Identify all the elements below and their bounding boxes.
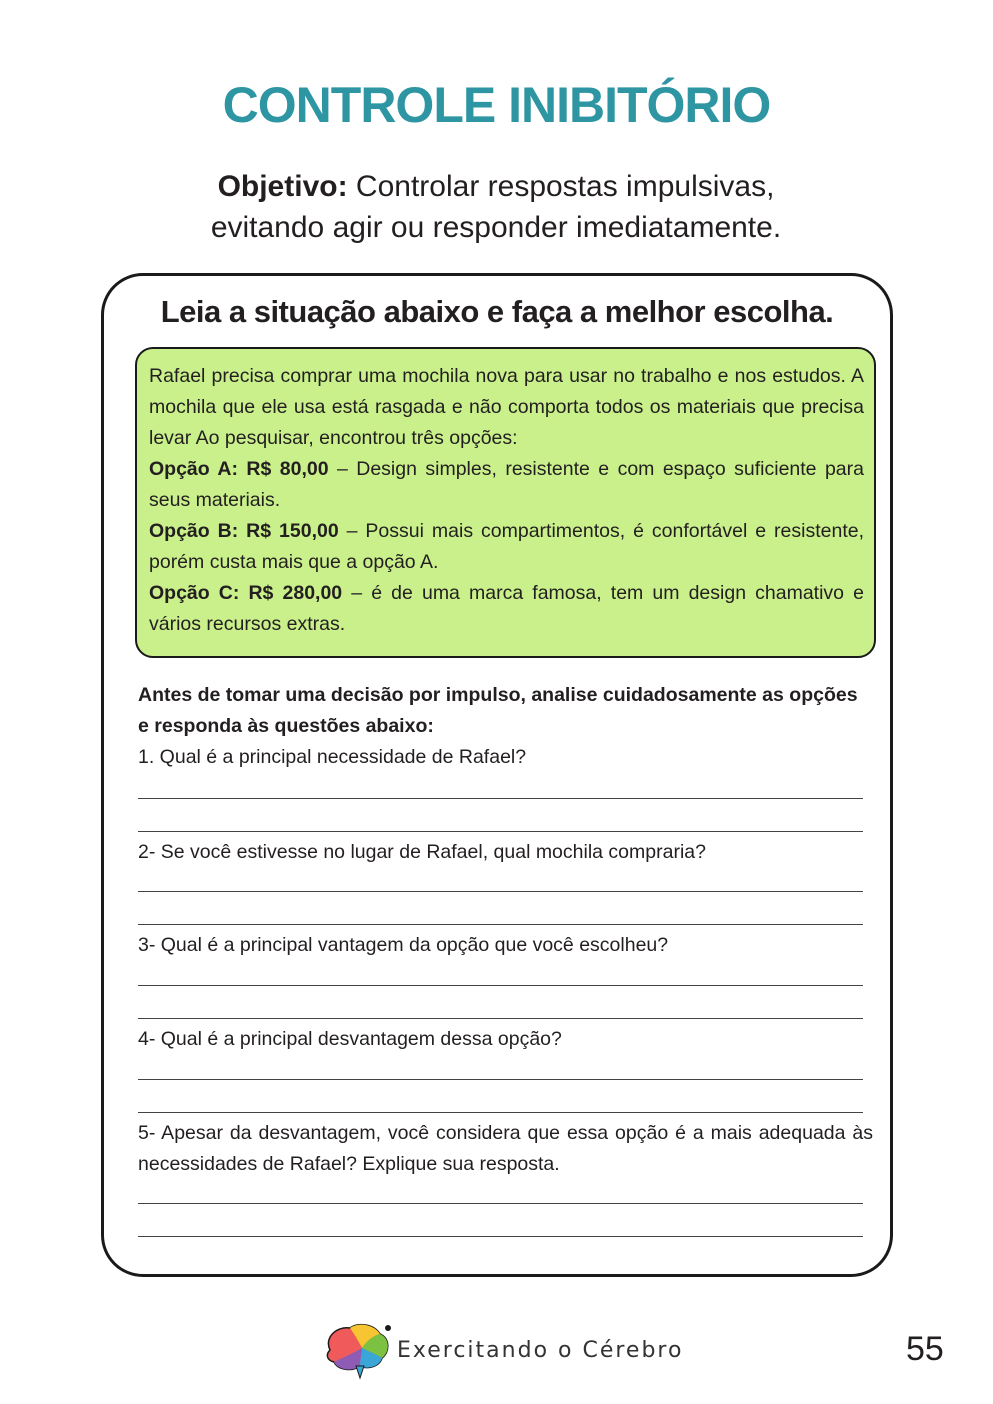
question-2: 2- Se você estivesse no lugar de Rafael, qual mochila compraria?	[138, 841, 706, 863]
objective-label: Objetivo:	[217, 170, 348, 203]
answer-line[interactable]	[138, 924, 863, 925]
question-1: 1. Qual é a principal necessidade de Rafael?	[138, 746, 527, 768]
option-c	[149, 578, 864, 640]
instructions: Antes de tomar uma decisão por impulso, analise cuidadosamente as opções e responda às questões abaixo:	[138, 684, 858, 737]
option-b-label: Opção B: R$ 150,00	[149, 520, 339, 542]
option-c-text: – é de uma marca famosa, tem um design chamativo e vários recursos extras.	[149, 582, 864, 635]
answer-line[interactable]	[138, 985, 863, 986]
answer-line[interactable]	[138, 831, 863, 832]
answer-line[interactable]	[138, 1236, 863, 1237]
answer-line[interactable]	[138, 1112, 863, 1113]
objective-line2: evitando agir ou responder imediatamente.	[210, 211, 782, 244]
page-title: CONTROLE INIBITÓRIO	[222, 77, 771, 133]
brand-name: Exercitando o Cérebro	[397, 1338, 684, 1363]
option-a-text: – Design simples, resistente e com espaço suficiente para seus materiais.	[149, 458, 864, 511]
option-a	[149, 454, 864, 516]
answer-line[interactable]	[138, 891, 863, 892]
colorful-brain-icon	[322, 1320, 392, 1380]
option-b-text: – Possui mais compartimentos, é confortável e resistente, porém custa mais que a opção A.	[149, 520, 864, 573]
answer-line[interactable]	[138, 798, 863, 799]
question-5: 5- Apesar da desvantagem, você considera que essa opção é a mais adequada às necessidades de Rafael? Explique sua resposta.	[138, 1122, 873, 1175]
objective-line1: Controlar respostas impulsivas,	[355, 170, 775, 203]
question-4: 4- Qual é a principal desvantagem dessa opção?	[138, 1028, 562, 1050]
answer-line[interactable]	[138, 1203, 863, 1204]
card-heading: Leia a situação abaixo e faça a melhor escolha.	[160, 294, 834, 329]
question-3: 3- Qual é a principal vantagem da opção que você escolheu?	[138, 934, 669, 956]
activity-card	[101, 273, 893, 1277]
page-number: 55	[906, 1330, 944, 1368]
objective	[96, 166, 896, 248]
answer-line[interactable]	[138, 1079, 863, 1080]
option-c-label: Opção C: R$ 280,00	[149, 582, 343, 604]
scenario-box	[135, 347, 876, 658]
scenario-intro: Rafael precisa comprar uma mochila nova para usar no trabalho e nos estudos. A mochila que ele usa está rasgada e não comporta todos os materiais que precisa levar Ao pesquisar, encontrou três opções:	[149, 365, 864, 449]
answer-line[interactable]	[138, 1018, 863, 1019]
option-a-label: Opção A: R$ 80,00	[149, 458, 329, 480]
option-b	[149, 516, 864, 578]
